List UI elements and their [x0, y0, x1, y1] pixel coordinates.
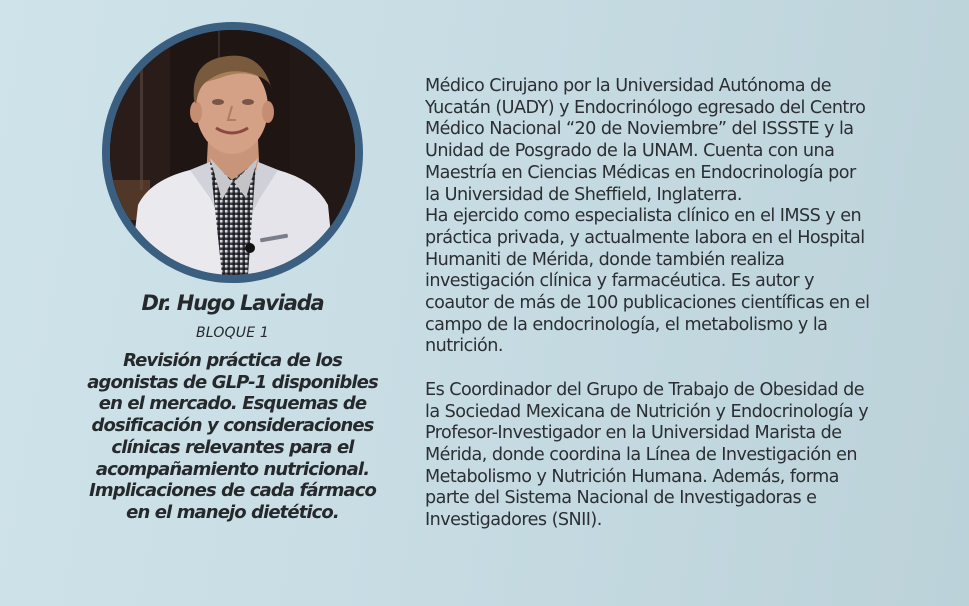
- speaker-column: [40, 0, 425, 606]
- talk-title-line: acompañamiento nutricional.: [95, 458, 370, 480]
- bio-line: Humaniti de Mérida, donde también realiza: [425, 249, 785, 270]
- paragraph-spacer: [425, 358, 955, 380]
- talk-title-line: dosificación y consideraciones: [91, 415, 374, 437]
- bio-line: la Universidad de Sheffield, Inglaterra.: [425, 184, 742, 205]
- talk-title-line: Implicaciones de cada fármaco: [89, 480, 376, 502]
- bio-line: Mérida, donde coordina la Línea de Investigación en: [425, 444, 857, 465]
- speaker-portrait: [102, 22, 363, 283]
- talk-title-line: Revisión práctica de los: [123, 350, 342, 371]
- bio-line: práctica privada, y actualmente labora en el Hospital: [425, 227, 865, 248]
- bio-line: Yucatán (UADY) y Endocrinólogo egresado del Centro: [425, 97, 866, 118]
- bio-line: Médico Cirujano por la Universidad Autónoma de: [425, 76, 831, 96]
- bio-line: nutrición.: [425, 336, 503, 357]
- bio-line: parte del Sistema Nacional de Investigadoras e: [425, 488, 817, 509]
- block-label: BLOQUE 1: [195, 325, 270, 341]
- bio-line: Unidad de Posgrado de la UNAM. Cuenta con una: [425, 141, 835, 162]
- bio-line: Profesor-Investigador en la Universidad Marista de: [425, 423, 842, 444]
- bio-line: Médico Nacional “20 de Noviembre” del ISSSTE y la: [425, 119, 854, 140]
- bio-line: Ha ejercido como especialista clínico en el IMSS y en: [425, 206, 862, 227]
- talk-title-line: clínicas relevantes para el: [111, 436, 354, 458]
- talk-title-line: agonistas de GLP-1 disponibles: [87, 371, 378, 393]
- speaker-bio: [425, 76, 955, 532]
- bio-paragraph-2: [425, 380, 955, 532]
- bio-line: Es Coordinador del Grupo de Trabajo de Obesidad de: [425, 379, 865, 400]
- bio-line: Maestría en Ciencias Médicas en Endocrinología por: [425, 162, 856, 183]
- bio-line: investigación clínica y farmacéutica. Es autor y: [425, 271, 814, 292]
- talk-title-line: en el manejo dietético.: [126, 501, 339, 523]
- bio-line: coautor de más de 100 publicaciones científicas en el: [425, 293, 870, 314]
- talk-title-line: en el mercado. Esquemas de: [98, 393, 367, 415]
- speaker-name: Dr. Hugo Laviada: [141, 291, 324, 315]
- bio-paragraph-1: [425, 76, 955, 358]
- bio-line: campo de la endocrinología, el metabolismo y la: [425, 314, 828, 335]
- talk-title: [50, 350, 415, 524]
- portrait-photo-icon: [110, 30, 355, 275]
- bio-line: Metabolismo y Nutrición Humana. Además, forma: [425, 466, 839, 487]
- bio-line: la Sociedad Mexicana de Nutrición y Endocrinología y: [425, 401, 869, 422]
- bio-line: Investigadores (SNII).: [425, 510, 602, 531]
